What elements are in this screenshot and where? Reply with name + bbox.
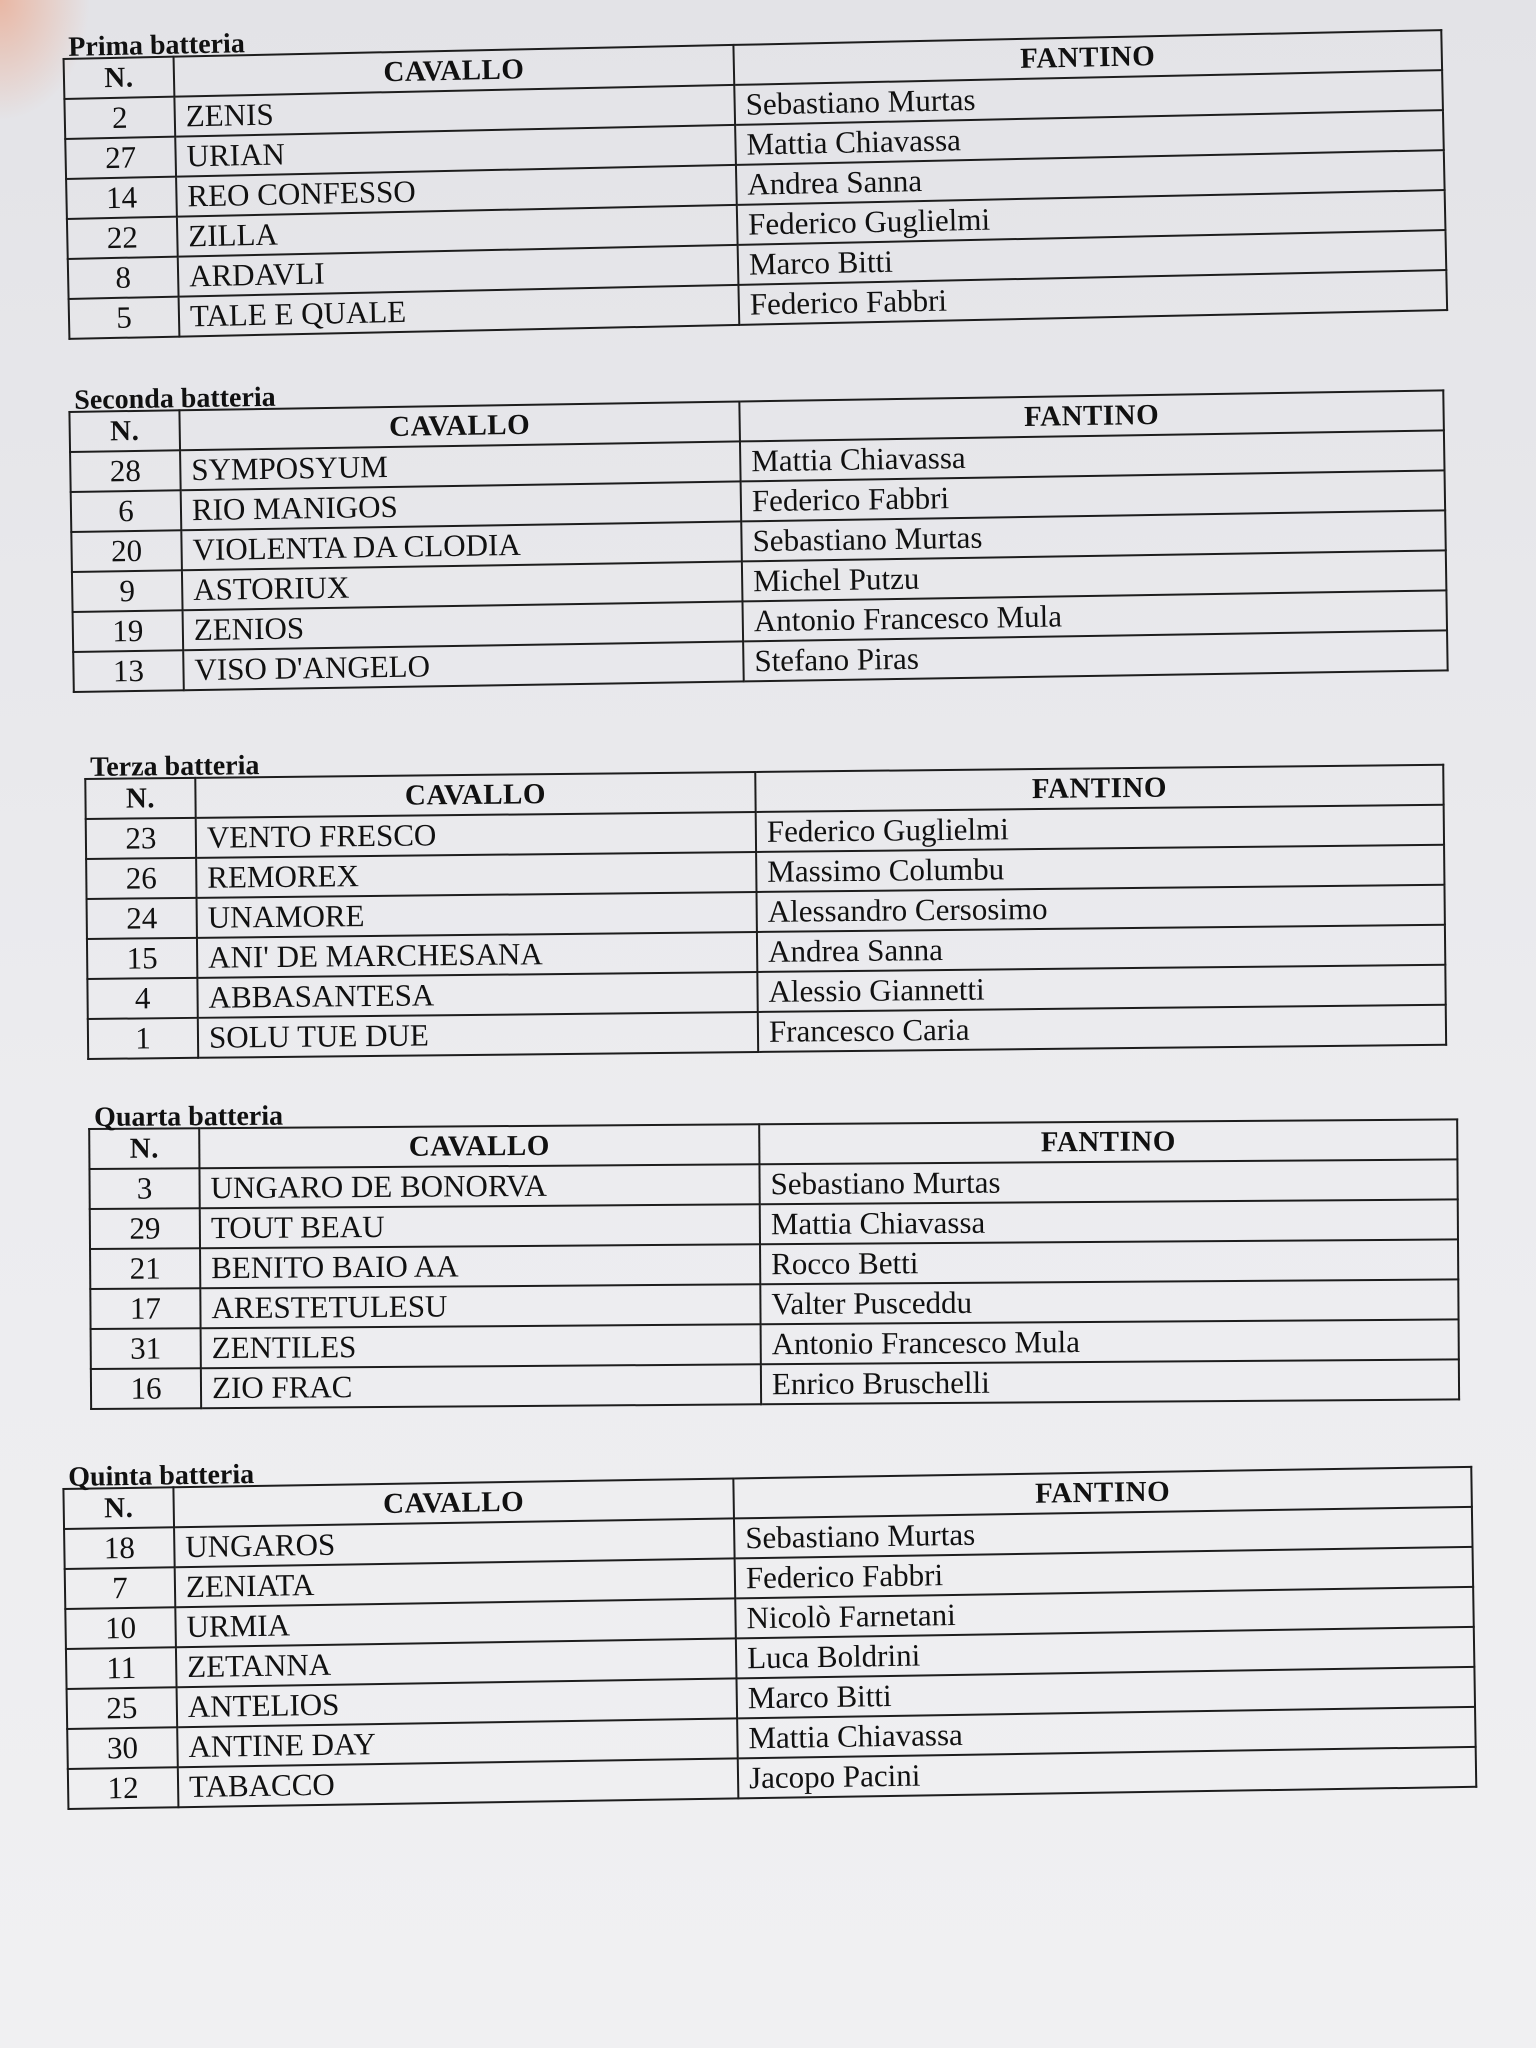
heat-title: Terza batteria — [89, 750, 260, 783]
jockey-name: Valter Pusceddu — [760, 1279, 1458, 1324]
horse-name: REO CONFESSO — [176, 165, 737, 217]
horse-name: ZILLA — [177, 205, 738, 257]
horse-name: ANI' DE MARCHESANA — [197, 932, 757, 978]
horse-number: 29 — [90, 1208, 200, 1249]
horse-name: ZENIS — [174, 85, 735, 137]
jockey-name: Marco Bitti — [738, 230, 1447, 285]
jockey-name: Sebastiano Murtas — [734, 70, 1443, 125]
horse-number: 16 — [91, 1368, 201, 1409]
horse-name: VISO D'ANGELO — [183, 641, 744, 690]
horse-number: 17 — [90, 1288, 200, 1329]
horse-name: VIOLENTA DA CLODIA — [181, 521, 742, 570]
jockey-name: Francesco Caria — [758, 1005, 1446, 1052]
jockey-name: Andrea Sanna — [736, 150, 1445, 205]
horse-number: 13 — [73, 650, 184, 692]
horse-number: 9 — [72, 570, 183, 612]
jockey-name: Federico Fabbri — [741, 470, 1446, 521]
horse-name: ANTINE DAY — [177, 1718, 738, 1767]
horse-name: ZIO FRAC — [201, 1364, 761, 1408]
horse-name: SYMPOSYUM — [180, 441, 741, 490]
jockey-name: Rocco Betti — [760, 1239, 1458, 1284]
jockey-name: Massimo Columbu — [756, 845, 1444, 892]
jockey-name: Federico Fabbri — [738, 270, 1447, 325]
jockey-name: Alessio Giannetti — [757, 965, 1445, 1012]
jockey-name: Antonio Francesco Mula — [761, 1319, 1459, 1364]
jockey-name: Sebastiano Murtas — [734, 1507, 1473, 1559]
jockey-name: Federico Guglielmi — [737, 190, 1446, 245]
heat-table — [88, 1118, 1460, 1410]
horse-name: ABBASANTESA — [197, 972, 757, 1018]
column-header-jockey: FANTINO — [733, 1467, 1472, 1519]
heat-title: Quinta batteria — [67, 1458, 255, 1493]
jockey-name: Luca Boldrini — [736, 1627, 1475, 1679]
jockey-name: Michel Putzu — [742, 550, 1447, 601]
jockey-name: Jacopo Pacini — [738, 1747, 1477, 1799]
column-header-horse: CAVALLO — [179, 401, 740, 450]
column-header-number: N. — [85, 778, 195, 819]
jockey-name: Stefano Piras — [743, 630, 1448, 681]
horse-number: 7 — [65, 1567, 176, 1609]
horse-number: 18 — [64, 1527, 175, 1569]
heat-title: Prima batteria — [67, 28, 246, 63]
jockey-name: Antonio Francesco Mula — [742, 590, 1447, 641]
horse-number: 12 — [68, 1767, 179, 1809]
horse-number: 10 — [65, 1607, 176, 1649]
column-header-horse: CAVALLO — [174, 45, 735, 97]
horse-number: 15 — [87, 938, 197, 979]
horse-number: 27 — [65, 137, 176, 179]
horse-number: 5 — [69, 297, 180, 339]
column-header-number: N. — [69, 410, 180, 452]
horse-number: 26 — [86, 858, 196, 899]
column-header-number: N. — [89, 1128, 199, 1169]
table-row — [91, 1359, 1459, 1409]
horse-name: URMIA — [175, 1598, 736, 1647]
horse-number: 14 — [66, 177, 177, 219]
horse-name: ZENTILES — [201, 1324, 761, 1368]
column-header-jockey: FANTINO — [733, 30, 1442, 85]
horse-number: 11 — [66, 1647, 177, 1689]
heat-table — [68, 389, 1448, 693]
horse-name: UNAMORE — [197, 892, 757, 938]
horse-name: TABACCO — [178, 1758, 739, 1807]
horse-name: REMOREX — [196, 852, 756, 898]
horse-name: UNGAROS — [174, 1518, 735, 1567]
horse-number: 21 — [90, 1248, 200, 1289]
horse-name: ZETANNA — [176, 1638, 737, 1687]
horse-number: 23 — [86, 818, 196, 859]
horse-number: 25 — [67, 1687, 178, 1729]
jockey-name: Andrea Sanna — [757, 925, 1445, 972]
column-header-horse: CAVALLO — [195, 772, 755, 818]
column-header-jockey: FANTINO — [739, 390, 1444, 441]
horse-name: ARDAVLI — [178, 245, 739, 297]
heat-1 — [62, 3, 1448, 340]
jockey-name: Sebastiano Murtas — [741, 510, 1446, 561]
horse-number: 22 — [67, 217, 178, 259]
jockey-name: Federico Guglielmi — [756, 805, 1444, 852]
horse-name: BENITO BAIO AA — [200, 1244, 760, 1288]
jockey-name: Federico Fabbri — [735, 1547, 1474, 1599]
horse-number: 31 — [91, 1328, 201, 1369]
horse-name: VENTO FRESCO — [196, 812, 756, 858]
horse-number: 3 — [89, 1168, 199, 1209]
horse-name: ANTELIOS — [177, 1678, 738, 1727]
horse-number: 24 — [87, 898, 197, 939]
column-header-jockey: FANTINO — [755, 765, 1443, 812]
horse-name: ZENIOS — [183, 601, 744, 650]
jockey-name: Mattia Chiavassa — [735, 110, 1444, 165]
column-header-jockey: FANTINO — [759, 1119, 1457, 1164]
horse-name: ASTORIUX — [182, 561, 743, 610]
heat-4 — [88, 1092, 1460, 1410]
heat-table — [63, 29, 1449, 340]
jockey-name: Nicolò Farnetani — [735, 1587, 1474, 1639]
column-header-number: N. — [63, 1487, 174, 1529]
heat-table — [84, 764, 1447, 1060]
horse-number: 8 — [68, 257, 179, 299]
heat-2 — [68, 363, 1449, 693]
column-header-horse: CAVALLO — [199, 1124, 759, 1168]
horse-name: ZENIATA — [175, 1558, 736, 1607]
horse-name: UNGARO DE BONORVA — [199, 1164, 759, 1208]
column-header-number: N. — [64, 57, 175, 99]
horse-name: TOUT BEAU — [200, 1204, 760, 1248]
jockey-name: Marco Bitti — [736, 1667, 1475, 1719]
jockey-name: Alessandro Cersosimo — [757, 885, 1445, 932]
horse-number: 19 — [73, 610, 184, 652]
horse-number: 2 — [64, 97, 175, 139]
heat-table — [62, 1466, 1477, 1810]
horse-number: 20 — [71, 530, 182, 572]
horse-number: 4 — [87, 978, 197, 1019]
heat-title: Quarta batteria — [93, 1100, 284, 1133]
jockey-name: Mattia Chiavassa — [760, 1199, 1458, 1244]
horse-number: 30 — [67, 1727, 178, 1769]
jockey-name: Mattia Chiavassa — [737, 1707, 1476, 1759]
heat-5 — [62, 1440, 1477, 1810]
horse-name: ARESTETULESU — [200, 1284, 760, 1328]
horse-name: SOLU TUE DUE — [198, 1012, 758, 1058]
horse-number: 1 — [88, 1018, 198, 1059]
horse-number: 28 — [70, 450, 181, 492]
horse-name: TALE E QUALE — [179, 285, 740, 337]
heat-3 — [84, 738, 1447, 1060]
horse-name: URIAN — [175, 125, 736, 177]
heat-title: Seconda batteria — [73, 381, 276, 416]
jockey-name: Sebastiano Murtas — [759, 1159, 1457, 1204]
column-header-horse: CAVALLO — [173, 1478, 734, 1527]
jockey-name: Mattia Chiavassa — [740, 430, 1445, 481]
horse-name: RIO MANIGOS — [181, 481, 742, 530]
jockey-name: Enrico Bruschelli — [761, 1359, 1459, 1404]
horse-number: 6 — [71, 490, 182, 532]
